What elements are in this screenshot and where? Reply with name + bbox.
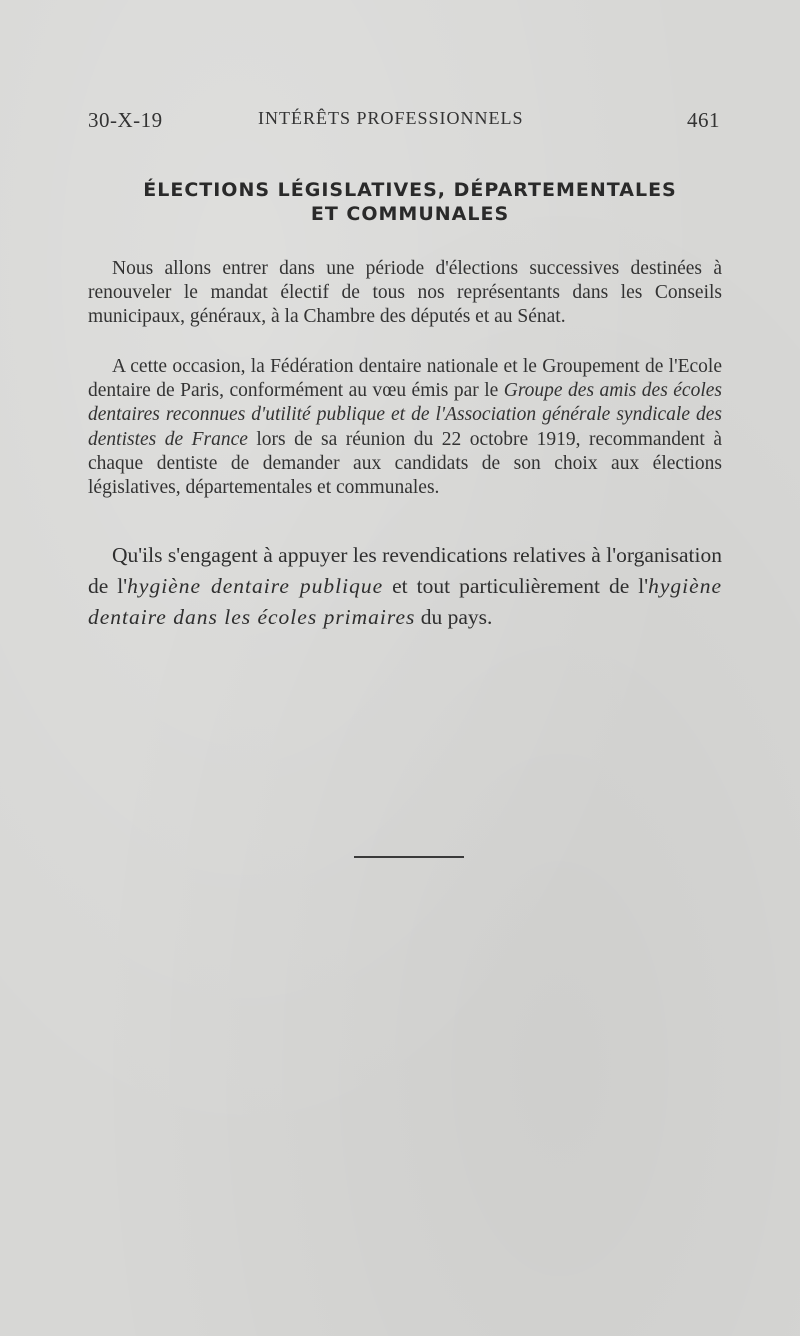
paragraph-1-text: Nous allons entrer dans une période d'élections successives destinées à renouveler le mandat électif de tous nos représentants dans les Conseils municipaux, généraux, à la Chambre des députés et au Sénat. [88, 258, 722, 328]
running-header [88, 108, 720, 138]
paragraph-3-text [88, 540, 722, 633]
paragraph-2 [88, 355, 722, 500]
paragraph-3-part-2: et tout particulièrement de l' [383, 574, 649, 598]
header-section-title: INTÉRÊTS PROFESSIONNELS [258, 108, 524, 128]
paragraph-3-italic-2: hygiène dentaire dans les écoles primaires [88, 574, 722, 629]
paragraph-2-text [88, 355, 722, 500]
paragraph-2-part-2: lors de sa réunion du 22 octobre 1919, recommandent à chaque dentiste de demander aux candidats de son choix aux élections législatives, départementales et communales. [88, 428, 722, 499]
article-title-line-2: ET COMMUNALES [310, 203, 510, 225]
paragraph-2-part-1: A cette occasion, la Fédération dentaire nationale et le Groupement de l'Ecole dentaire de Paris, conformément au vœu émis par le [88, 356, 722, 402]
header-date: 30-X-19 [88, 108, 163, 132]
paragraph-3-part-3: du pays. [415, 605, 493, 629]
page-number: 461 [687, 108, 720, 132]
paragraph-3 [88, 540, 722, 633]
paragraph-1 [88, 257, 722, 330]
paragraph-2-italic: Groupe des amis des écoles dentaires reconnues d'utilité publique et de l'Association générale syndicale des dentistes de France [88, 380, 722, 450]
end-rule-divider [354, 856, 464, 858]
paragraph-3-italic-1: hygiène dentaire publique [127, 574, 384, 598]
article-title-line-1: ÉLECTIONS LÉGISLATIVES, DÉPARTEMENTALES [143, 179, 677, 201]
article-title [60, 178, 760, 226]
paragraph-3-part-1: Qu'ils s'engagent à appuyer les revendications relatives à l'organisation de l' [88, 543, 722, 598]
